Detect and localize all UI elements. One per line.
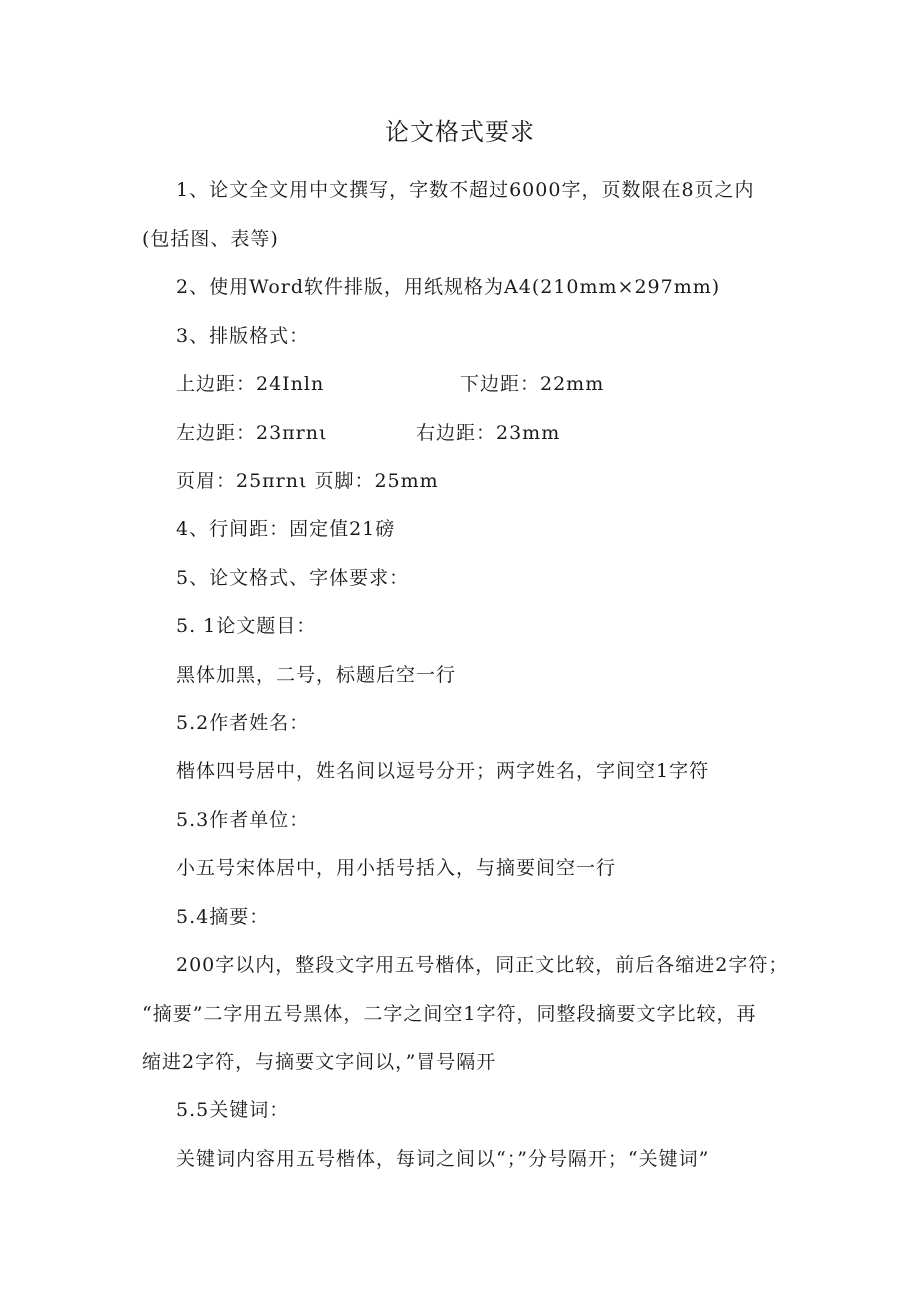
paragraph-line: 黑体加黑，二号，标题后空一行 <box>176 664 457 686</box>
paragraph-line: 2、使用Word软件排版，用纸规格为A4(210mm×297mm) <box>176 276 721 298</box>
subsection-heading: 5.3作者单位： <box>176 809 310 831</box>
margin-top: 上边距：24Inln <box>176 373 325 395</box>
paragraph-line: 1、论文全文用中文撰写，字数不超过6000字，页数限在8页之内 <box>176 179 755 201</box>
margin-right: 右边距：23mm <box>416 422 561 444</box>
section-heading: 4、行间距：固定值21磅 <box>176 518 396 540</box>
section-heading: 3、排版格式： <box>176 325 310 347</box>
paragraph-line: “摘要”二字用五号黑体，二字之间空1字符，同整段摘要文字比较，再 <box>142 1003 757 1025</box>
subsection-heading: 5.4摘要： <box>176 906 270 928</box>
subsection-heading: 5.2作者姓名： <box>176 712 310 734</box>
margin-left: 左边距：23πrnι <box>176 422 328 444</box>
paragraph-line: 关键词内容用五号楷体，每词之间以“；”分号隔开；“关键词” <box>176 1148 710 1170</box>
paragraph-line: 楷体四号居中，姓名间以逗号分开；两字姓名，字间空1字符 <box>176 760 710 782</box>
paragraph-line: 200字以内，整段文字用五号楷体，同正文比较，前后各缩进2字符； <box>176 954 789 976</box>
subsection-heading: 5. 1论文题目： <box>176 615 317 637</box>
paragraph-line: 小五号宋体居中，用小括号括入，与摘要间空一行 <box>176 857 617 879</box>
margin-bottom: 下边距：22mm <box>460 373 605 395</box>
page-title: 论文格式要求 <box>385 118 535 146</box>
paragraph-line: 缩进2字符，与摘要文字间以，”冒号隔开 <box>142 1051 497 1073</box>
paragraph-line: (包括图、表等) <box>142 228 279 250</box>
subsection-heading: 5.5关键词： <box>176 1099 290 1121</box>
section-heading: 5、论文格式、字体要求： <box>176 567 410 589</box>
header-footer-margins: 页眉：25πrnι 页脚：25mm <box>176 470 439 492</box>
